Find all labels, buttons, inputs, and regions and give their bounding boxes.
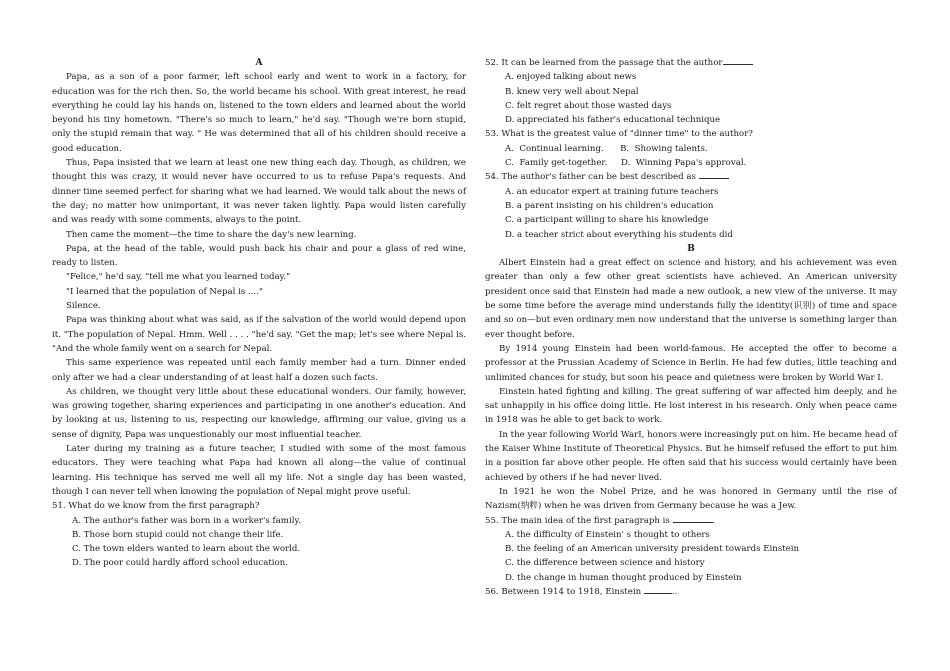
passage-a-paragraph-5: "Felice," he'd say, "tell me what you learned today." xyxy=(66,272,291,283)
passage-b-paragraph-2: By 1914 young Einstein had been world-famous. He accepted the offer to become a professor at the Prussian Academy of Science in Berlin. He had few duties, little teaching and unlimited chances for study, but soon his peace and quietness were broken by World War Ⅰ. xyxy=(485,343,897,383)
question-52 xyxy=(485,56,897,127)
question-51 xyxy=(52,499,466,570)
passage-a-paragraph-2: Thus, Papa insisted that we learn at least one new thing each day. Though, as children, we thought this was crazy, it would never have occurred to us to refuse Papa's requests. And dinner time seemed perfect for sharing what we had learned. We would talk about the news of the day; no matter how unimportant, it was never taken lightly. Papa would listen carefully and was ready with some comments, always to the point. xyxy=(52,158,466,226)
passage-b-paragraph-4: In the year following World WarⅠ, honors were increasingly put on him. He became head of the Kaiser Whine Institute of Theoretical Physics. But he himself refused the effort to put him in a position far above other people. He often said that his success would certainly have been achieved by others if he had never lived. xyxy=(485,429,897,483)
question-53-stem: 53. What is the greatest value of "dinner time" to the author? xyxy=(485,129,753,140)
question-55-option-c[interactable]: C. the difference between science and history xyxy=(505,558,705,569)
question-51-option-b[interactable]: B. Those born stupid could not change their life. xyxy=(72,529,284,540)
left-column xyxy=(52,56,466,571)
question-52-option-a[interactable]: A. enjoyed talking about news xyxy=(505,72,637,83)
question-52-option-b[interactable]: B. knew very well about Nepal xyxy=(505,86,639,97)
question-53-options-row-1[interactable]: A. Continual learning. B. Showing talents. xyxy=(505,143,708,154)
question-51-option-a[interactable]: A. The author's father was born in a worker's family. xyxy=(72,515,301,526)
question-54-option-b[interactable]: B. a parent insisting on his children's education xyxy=(505,200,714,211)
passage-a-paragraph-8: Papa was thinking about what was said, as if the salvation of the world would depend upon it. "The population of Nepal. Hmm. Well . . . . "he'd say. "Get the map; let's see where Nepal is. "And the whole family went on a search for Nepal. xyxy=(52,315,466,354)
passage-a-paragraph-9: This same experience was repeated until each family member had a turn. Dinner ended only after we had a clear understanding of at least half a dozen such facts. xyxy=(52,358,466,383)
question-54-option-c[interactable]: C. a participant willing to share his knowledge xyxy=(505,215,709,226)
passage-a-heading: A xyxy=(255,58,263,68)
passage-b-paragraph-5: In 1921 he won the Nobel Prize, and he was honored in Germany until the rise of Nazism(纳粹) when he was driven from Germany because he was a Jew. xyxy=(485,486,897,512)
question-55-option-d[interactable]: D. the change in human thought produced by Einstein xyxy=(505,572,742,583)
question-54-stem: 54. The author's father can be best described as xyxy=(485,170,897,184)
answer-blank xyxy=(723,56,753,65)
question-52-stem: 52. It can be learned from the passage that the author xyxy=(485,56,897,70)
passage-a-paragraph-7: Silence. xyxy=(66,301,101,312)
question-56 xyxy=(485,585,897,599)
question-54-option-a[interactable]: A. an educator expert at training future teachers xyxy=(505,186,719,197)
question-55-stem: 55. The main idea of the first paragraph is . xyxy=(485,515,716,526)
question-54 xyxy=(485,170,897,241)
right-column xyxy=(485,56,897,599)
passage-a-paragraph-10: As children, we thought very little about these educational wonders. Our family, however, was growing together, sharing experiences and participating in one another's education. And by looking at us, listening to us, respecting our knowledge, affirming our value, giving us a sense of dignity, Papa was unquestionably our most influential teacher. xyxy=(52,386,466,440)
question-51-option-c[interactable]: C. The town elders wanted to learn about the world. xyxy=(72,544,301,555)
question-51-option-d[interactable]: D. The poor could hardly afford school education. xyxy=(72,558,288,569)
passage-a-paragraph-6: "I learned that the population of Nepal is ...." xyxy=(66,286,263,297)
passage-b-paragraph-1: Albert Einstein had a great effect on science and history, and his achievement was even greater than only a few other great scientists have achieved. An American university president once said that Einstein had made a new outlook, a new view of the universe. It may be some time before the average mind understands fully the identity(识别) of time and space and so on—but even ordinary men now understand that the universe is something larger than ever thought before. xyxy=(485,258,897,340)
passage-b-paragraph-3: Einstein hated fighting and killing. The great suffering of war affected him deeply, and he sat unhappily in his office doing little. He lost interest in his research. Only when peace came in 1918 was he able to get back to work. xyxy=(485,386,897,426)
passage-a-paragraph-11: Later during my training as a future teacher, I studied with some of the most famous educators. They were teaching what Papa had known all along—the value of continual learning. His technique has served me well all my life. Not a single day has been wasted, though I can never tell when knowing the population of Nepal might prove useful. xyxy=(52,444,466,497)
question-56-stem: 56. Between 1914 to 1918, Einstein .. xyxy=(485,586,678,597)
answer-blank xyxy=(673,514,713,523)
question-54-option-d[interactable]: D. a teacher strict about everything his students did xyxy=(505,229,733,240)
answer-blank xyxy=(699,170,729,179)
question-55-option-b[interactable]: B. the feeling of an American university president towards Einstein xyxy=(505,544,800,555)
passage-a-paragraph-1: Papa, as a son of a poor farmer, left school early and went to work in a factory, for education was for the rich then. So, the world became his school. With great interest, he read everything he could lay his hands on, listened to the town elders and learned about the world beyond his tiny hometown. "There's so much to learn," he'd say. "Though we're born stupid, only the stupid remain that way. " He was determined that all of his children should receive a good education. xyxy=(52,72,466,154)
question-55 xyxy=(485,514,897,585)
question-53 xyxy=(485,127,897,170)
question-51-stem: 51. What do we know from the first paragraph? xyxy=(52,501,260,512)
passage-b-heading: B xyxy=(687,243,695,254)
question-53-options-row-2[interactable]: C. Family get-together. D. Winning Papa's approval. xyxy=(505,158,747,169)
passage-a-paragraph-3: Then came the moment—the time to share the day's new learning. xyxy=(66,229,357,240)
question-55-option-a[interactable]: A. the difficulty of Einstein' s thought to others xyxy=(505,529,710,540)
passage-a-paragraph-4: Papa, at the head of the table, would push back his chair and pour a glass of red wine, ready to listen. xyxy=(52,243,466,269)
question-52-option-d[interactable]: D. appreciated his father's educational technique xyxy=(505,115,721,126)
question-52-option-c[interactable]: C. felt regret about those wasted days xyxy=(505,100,672,111)
answer-blank xyxy=(644,585,672,594)
